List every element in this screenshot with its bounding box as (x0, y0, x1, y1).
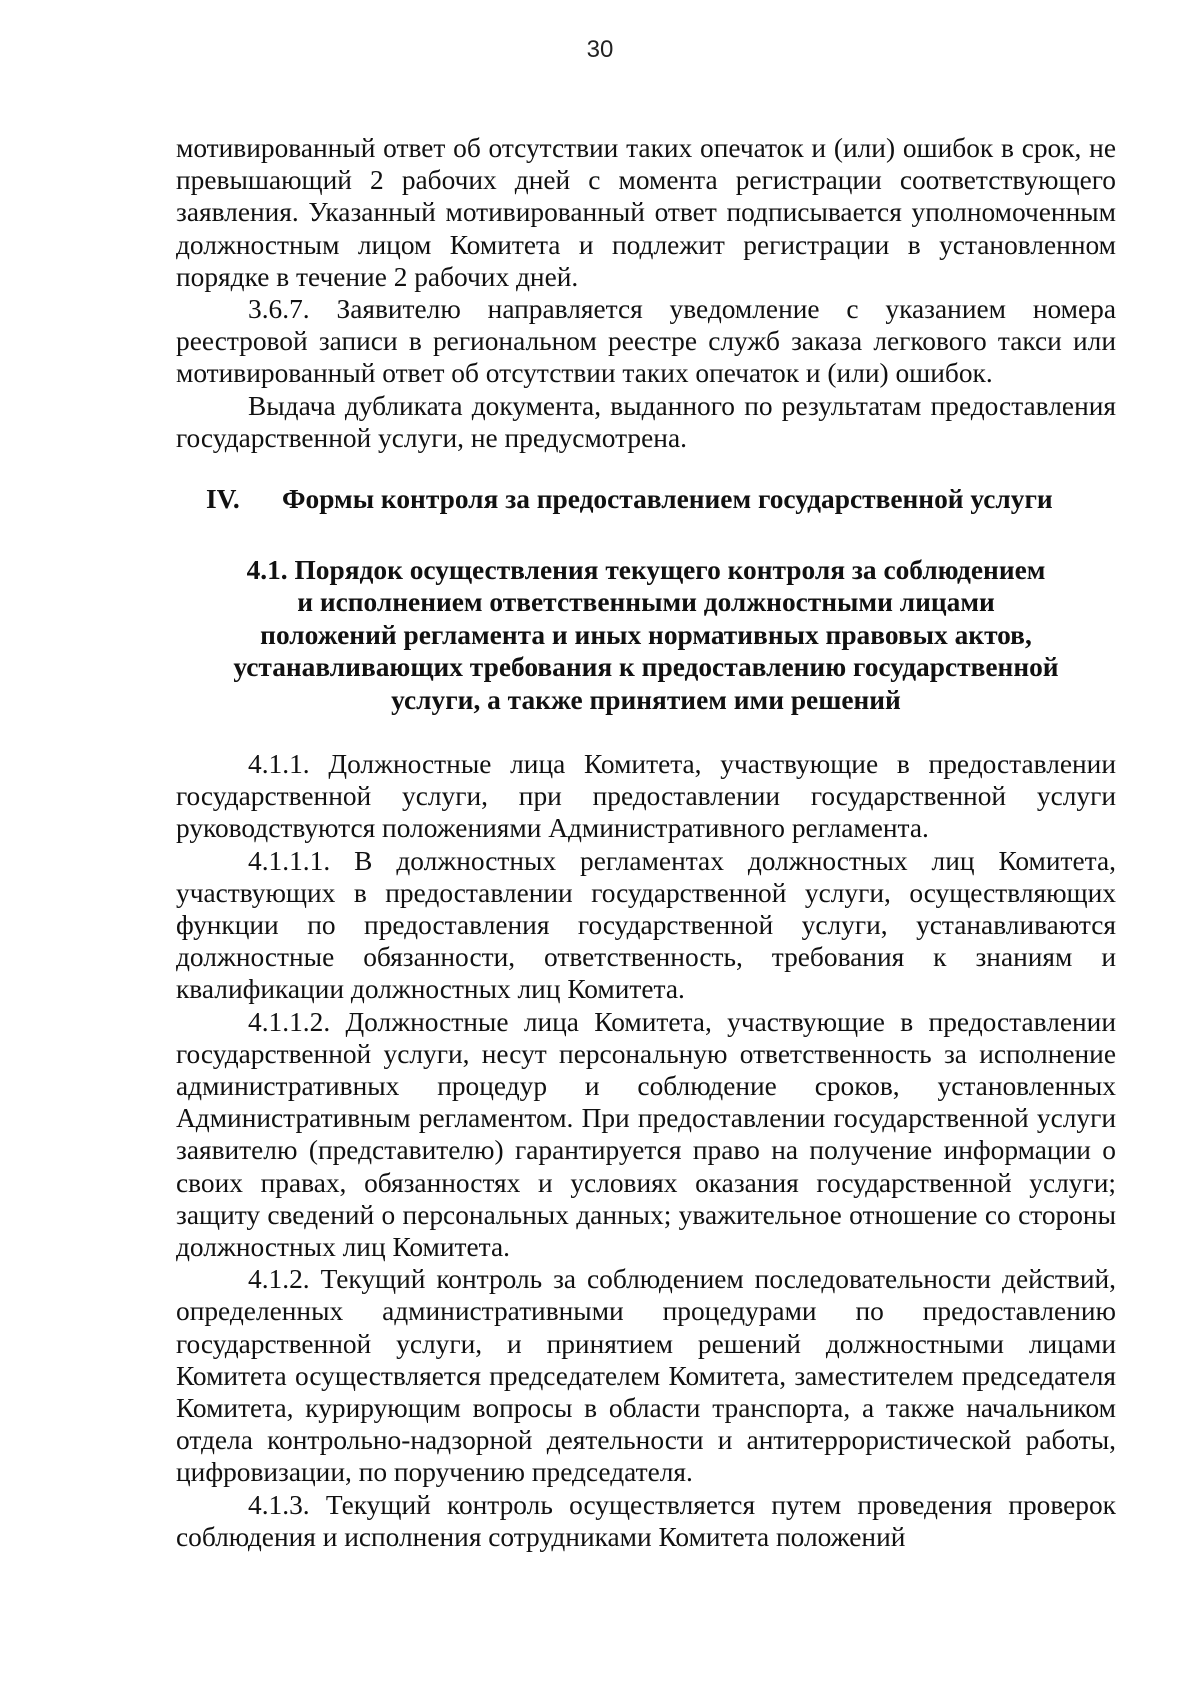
paragraph-3-6-7: 3.6.7. Заявителю направляется уведомление с указанием номера реестровой записи в региональном реестре служб заказа легкового такси или мотивированный ответ об отсутствии таких опечаток и (или) ошибок. (176, 294, 1116, 389)
subsection-4-1-line: устанавливающих требования к предоставлению государственной (233, 652, 1059, 683)
paragraph-4-1-2: 4.1.2. Текущий контроль за соблюдением последовательности действий, определенных административными процедурами по предоставлению государственной услуги, и принятием решений должностными лицами Комитета осуществляется председателем Комитета, заместителем председателя Комитета, курирующим вопросы в области транспорта, а также начальником отдела контрольно-надзорной деятельности и антитеррористической работы, цифровизации, по поручению председателя. (176, 1264, 1116, 1488)
page-number: 30 (586, 36, 614, 63)
paragraph-4-1-3: 4.1.3. Текущий контроль осуществляется путем проведения проверок соблюдения и исполнения сотрудниками Комитета положений (176, 1489, 1116, 1552)
subsection-4-1-line: положений регламента и иных нормативных правовых актов, (260, 619, 1032, 650)
section-iv-heading (206, 484, 1106, 515)
intro-text-block (176, 132, 1116, 454)
paragraph-4-1-1-1: 4.1.1.1. В должностных регламентах должностных лиц Комитета, участвующих в предоставлении государственной услуги, осуществляющих функции по предоставления государственной услуги, устанавливаются должностные обязанности, ответственность, требования к знаниям и квалификации должностных лиц Комитета. (176, 845, 1116, 1005)
paragraph-4-1-1: 4.1.1. Должностные лица Комитета, участвующие в предоставлении государственной услуги, при предоставлении государственной услуги руководствуются положениями Административного регламента. (176, 749, 1116, 844)
section-iv-number: IV. (206, 484, 240, 514)
paragraph-duplicate: Выдача дубликата документа, выданного по результатам предоставления государственной услуги, не предусмотрена. (176, 390, 1116, 453)
paragraph-4-1-1-2: 4.1.1.2. Должностные лица Комитета, участвующие в предоставлении государственной услуги, несут персональную ответственность за исполнение административных процедур и соблюдение сроков, установленных Административным регламентом. При предоставлении государственной услуги заявителю (представителю) гарантируется право на получение информации о своих правах, обязанностях и условиях оказания государственной услуги; защиту сведений о персональных данных; уважительное отношение со стороны должностных лиц Комитета. (176, 1006, 1116, 1263)
body-text-block (176, 748, 1116, 1553)
subsection-4-1-line: услуги, а также принятием ими решений (391, 684, 901, 715)
section-iv-title: Формы контроля за предоставлением государственной услуги (282, 484, 1053, 514)
subsection-4-1-line: 4.1. Порядок осуществления текущего контроля за соблюдением (246, 555, 1046, 585)
subsection-4-1-heading (176, 554, 1116, 716)
subsection-4-1-line: и исполнением ответственными должностными лицами (297, 587, 995, 618)
paragraph-continuation: мотивированный ответ об отсутствии таких опечаток и (или) ошибок в срок, не превышающий 2 рабочих дней с момента регистрации соответствующего заявления. Указанный мотивированный ответ подписывается уполномоченным должностным лицом Комитета и подлежит регистрации в установленном порядке в течение 2 рабочих дней. (176, 133, 1116, 292)
